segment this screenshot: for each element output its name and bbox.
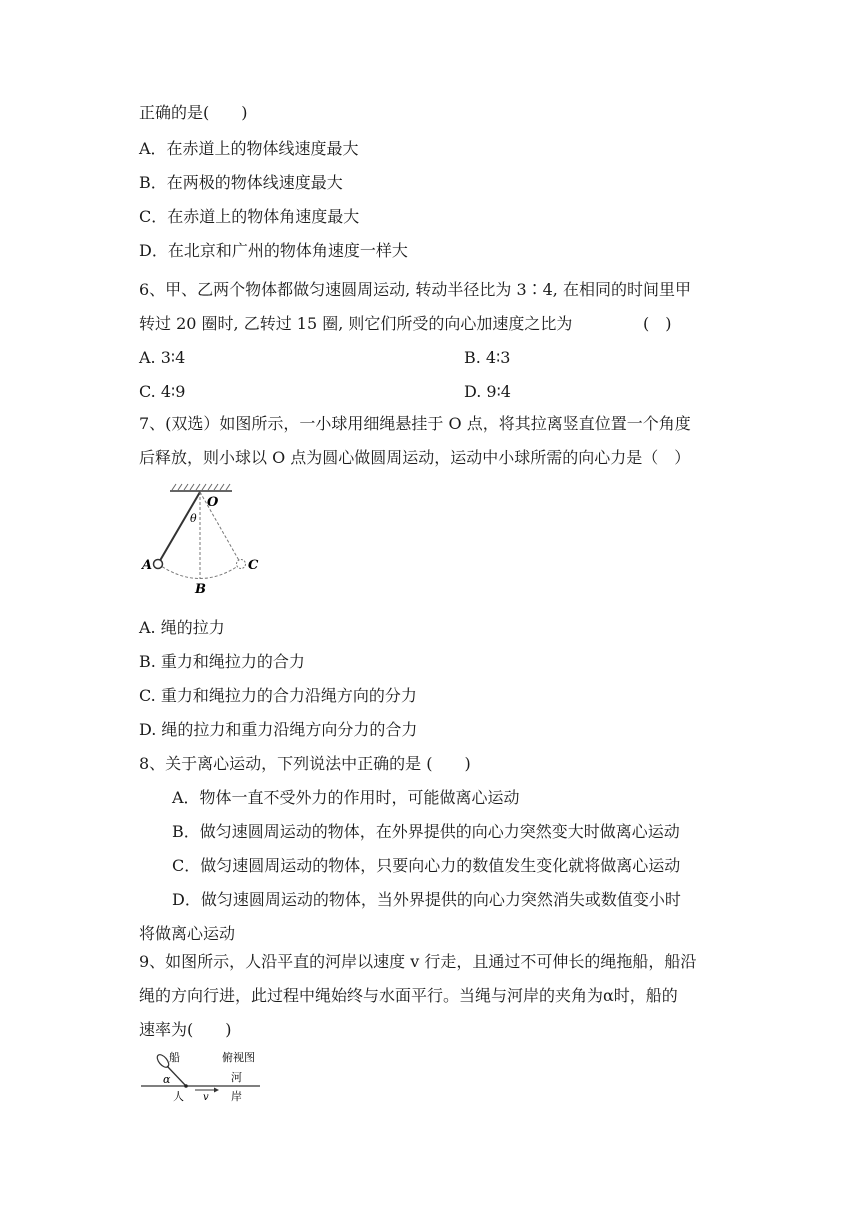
q7-option-a: A. 绳的拉力 <box>139 618 225 637</box>
pendulum-figure <box>138 480 268 600</box>
label-top-view: 俯视图 <box>222 1051 255 1064</box>
label-o: O <box>207 495 219 510</box>
q7-option-b: B. 重力和绳拉力的合力 <box>139 652 305 671</box>
q6-option-a: A. 3∶4 <box>139 348 186 367</box>
boat-towing-figure <box>138 1048 268 1104</box>
q7-stem-line2: 后释放，则小球以 O 点为圆心做圆周运动，运动中小球所需的向心力是（ ） <box>139 448 691 467</box>
q5-stem-tail: 正确的是( ) <box>139 103 248 122</box>
q6-stem-line2: 转过 20 圈时, 乙转过 15 圈, 则它们所受的向心加速度之比为 <box>139 314 573 333</box>
label-theta: θ <box>190 512 197 525</box>
label-boat: 船 <box>169 1051 180 1064</box>
label-river: 河 <box>231 1071 242 1084</box>
q6-stem-line1: 6、甲、乙两个物体都做匀速圆周运动, 转动半径比为 3∶4, 在相同的时间里甲 <box>139 280 691 299</box>
q5-option-a: A．在赤道上的物体线速度最大 <box>139 139 359 158</box>
q7-option-c: C. 重力和绳拉力的合力沿绳方向的分力 <box>139 686 417 705</box>
q8-option-d-continued: 将做离心运动 <box>139 924 236 943</box>
label-a: A <box>142 558 153 573</box>
label-c: C <box>248 558 259 573</box>
label-bank: 岸 <box>231 1090 242 1103</box>
q6-option-c: C. 4∶9 <box>139 382 186 401</box>
q7-option-d: D. 绳的拉力和重力沿绳方向分力的合力 <box>139 720 418 739</box>
q9-stem-line1: 9、如图所示，人沿平直的河岸以速度 v 行走，且通过不可伸长的绳拖船，船沿 <box>139 952 697 971</box>
q8-option-c: C．做匀速圆周运动的物体，只要向心力的数值发生变化就将做离心运动 <box>172 856 681 875</box>
q8-option-d: D．做匀速圆周运动的物体，当外界提供的向心力突然消失或数值变小时 <box>172 890 681 909</box>
q9-stem-line2: 绳的方向行进，此过程中绳始终与水面平行。当绳与河岸的夹角为α时，船的 <box>139 986 678 1005</box>
q8-stem: 8、关于离心运动，下列说法中正确的是 ( ) <box>139 754 471 773</box>
label-v: v <box>203 1092 209 1103</box>
q8-option-a: A．物体一直不受外力的作用时，可能做离心运动 <box>172 788 520 807</box>
q6-answer-paren: ( ) <box>643 314 672 333</box>
q9-stem-line3: 速率为( ) <box>139 1020 232 1039</box>
q6-option-d: D. 9∶4 <box>464 382 511 401</box>
q5-option-b: B．在两极的物体线速度最大 <box>139 173 343 192</box>
label-b: B <box>195 582 206 597</box>
q6-option-b: B. 4∶3 <box>464 348 511 367</box>
q5-option-d: D．在北京和广州的物体角速度一样大 <box>139 241 408 260</box>
q5-option-c: C．在赤道上的物体角速度最大 <box>139 207 360 226</box>
q7-stem-line1: 7、(双选）如图所示，一小球用细绳悬挂于 O 点，将其拉离竖直位置一个角度 <box>139 414 691 433</box>
q8-option-b: B．做匀速圆周运动的物体，在外界提供的向心力突然变大时做离心运动 <box>172 822 680 841</box>
label-person: 人 <box>173 1090 184 1103</box>
label-alpha: α <box>163 1073 171 1086</box>
